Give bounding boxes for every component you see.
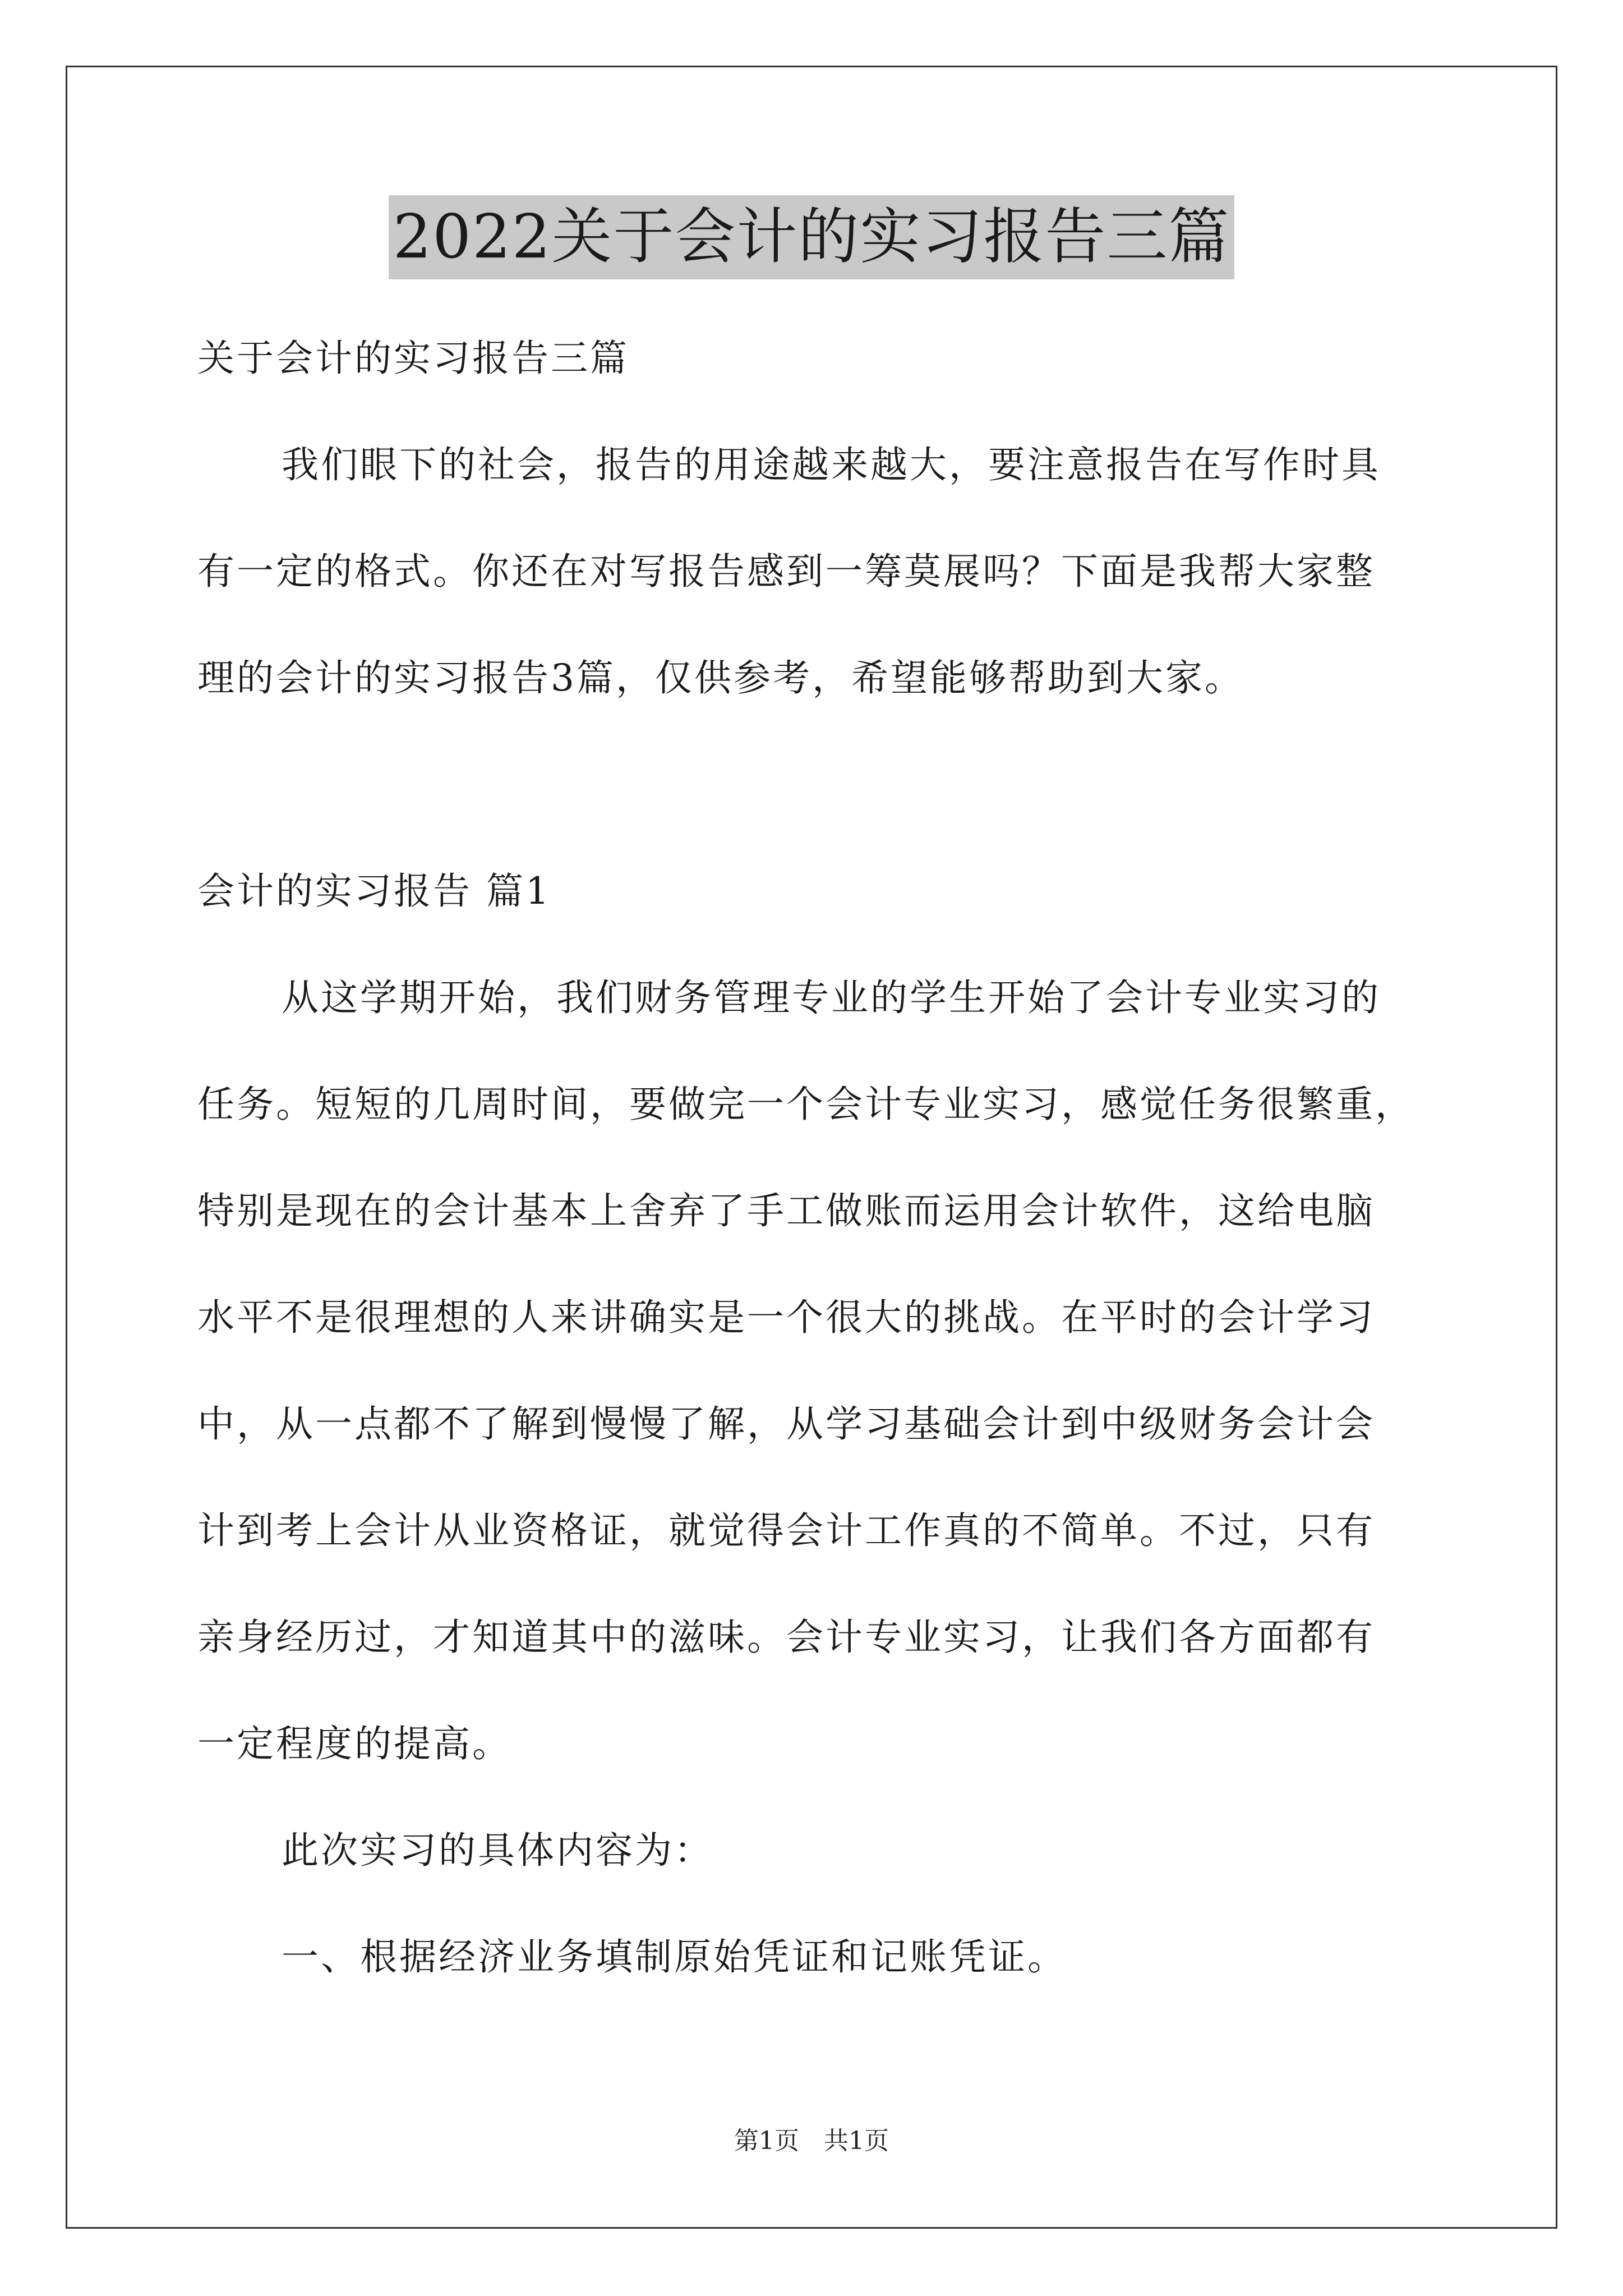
- content-intro: 此次实习的具体内容为：: [282, 1829, 713, 1872]
- intro-line-3: 理的会计的实习报告3篇，仅供参考，希望能够帮助到大家。: [197, 656, 1244, 700]
- body-line-2: 任务。短短的几周时间，要做完一个会计专业实习，感觉任务很繁重，: [197, 1083, 1414, 1126]
- intro-line-2: 有一定的格式。你还在对写报告感到一筹莫展吗？下面是我帮大家整: [197, 550, 1375, 593]
- body-line-7: 亲身经历过，才知道其中的滋味。会计专业实习，让我们各方面都有: [197, 1616, 1375, 1659]
- blank-line: [197, 731, 1431, 838]
- body-line-3: 特别是现在的会计基本上舍弃了手工做账而运用会计软件，这给电脑: [197, 1189, 1375, 1232]
- body-line-8: 一定程度的提高。: [197, 1722, 511, 1765]
- title-container: [0, 195, 1623, 279]
- subtitle: 关于会计的实习报告三篇: [197, 337, 629, 380]
- section-heading: 会计的实习报告 篇1: [197, 869, 551, 913]
- intro-line-1: 我们眼下的社会，报告的用途越来越大，要注意报告在写作时具: [282, 443, 1381, 486]
- body-line-5: 中，从一点都不了解到慢慢了解，从学习基础会计到中级财务会计会: [197, 1402, 1375, 1446]
- page-footer: 第1页 共1页: [734, 2127, 889, 2155]
- body-line-6: 计到考上会计从业资格证，就觉得会计工作真的不简单。不过，只有: [197, 1509, 1375, 1552]
- body-line-1: 从这学期开始，我们财务管理专业的学生开始了会计专业实习的: [282, 976, 1381, 1019]
- list-item-1: 一、根据经济业务填制原始凭证和记账凭证。: [282, 1935, 1067, 1978]
- document-body: [197, 305, 1431, 2010]
- body-line-4: 水平不是很理想的人来讲确实是一个很大的挑战。在平时的会计学习: [197, 1296, 1375, 1339]
- document-title: 2022关于会计的实习报告三篇: [389, 195, 1235, 279]
